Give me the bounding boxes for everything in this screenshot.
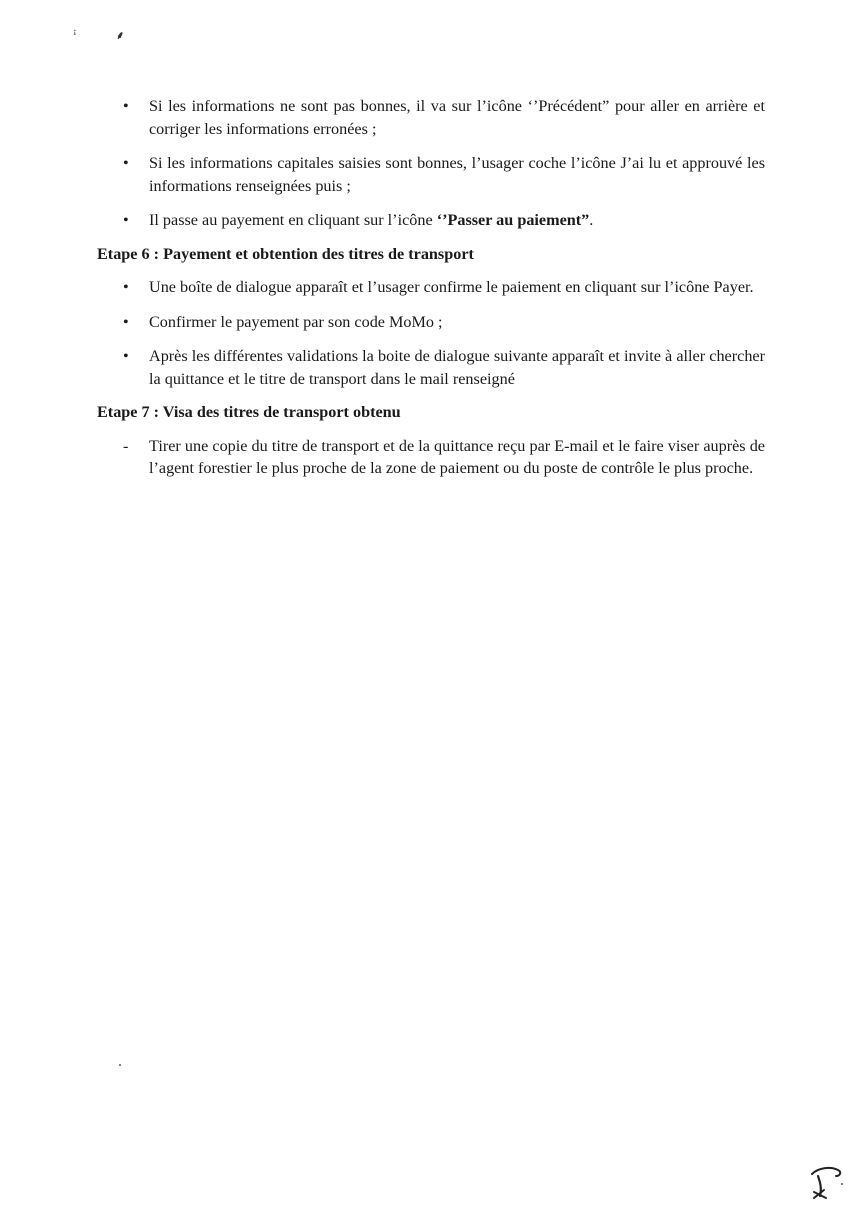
dash-marker: -	[123, 436, 129, 455]
list-item-text: Après les différentes validations la boite de dialogue suivante apparaît et invite à aller chercher la quittance et le titre de transport dans le mail renseigné	[149, 347, 765, 388]
list-item	[97, 95, 765, 140]
initials-signature	[808, 1162, 848, 1202]
list-item	[97, 276, 765, 299]
list-item-text: Tirer une copie du titre de transport et de la quittance reçu par E-mail et le faire viser auprès de l’agent forestier le plus proche de la zone de paiement ou du poste de contrôle le plus proche.	[149, 436, 765, 477]
list-item-text: Il passe au payement en cliquant sur l’icône	[149, 211, 437, 229]
bullet-marker: •	[123, 97, 129, 115]
scan-mark-left: ꜟ	[73, 28, 77, 40]
list-item	[97, 152, 765, 197]
bullet-marker: •	[123, 278, 129, 296]
list-item-text-end: .	[589, 211, 594, 229]
list-item-text: Une boîte de dialogue apparaît et l’usager confirme le paiement en cliquant sur l’icône Payer.	[149, 278, 754, 296]
step6-heading: Etape 6 : Payement et obtention des titres de transport	[97, 244, 474, 263]
scan-speck	[119, 1064, 121, 1066]
document-body	[97, 95, 765, 480]
list-item	[97, 345, 765, 390]
list-item-text: Si les informations ne sont pas bonnes, il va sur l’icône ‘’Précédent” pour aller en arrière et corriger les informations erronées ;	[149, 97, 765, 138]
step7-list	[97, 435, 765, 480]
list-item	[97, 311, 765, 334]
step6-list	[97, 276, 765, 390]
list-item	[97, 209, 765, 232]
bullet-marker: •	[123, 347, 129, 365]
bullet-marker: •	[123, 312, 129, 331]
list-item-text: Confirmer le payement par son code MoMo ;	[149, 312, 443, 331]
list-item	[97, 435, 765, 480]
list-item-bold-text: ‘’Passer au paiement”	[436, 211, 590, 229]
step7-heading: Etape 7 : Visa des titres de transport obtenu	[97, 403, 401, 421]
bullet-marker: •	[123, 211, 129, 229]
list-item-text: Si les informations capitales saisies sont bonnes, l’usager coche l’icône J’ai lu et approuvé les informations renseignées puis ;	[149, 154, 765, 195]
step5-list	[97, 95, 765, 232]
scan-mark-right: ⸙	[116, 30, 125, 42]
bullet-marker: •	[123, 154, 129, 172]
